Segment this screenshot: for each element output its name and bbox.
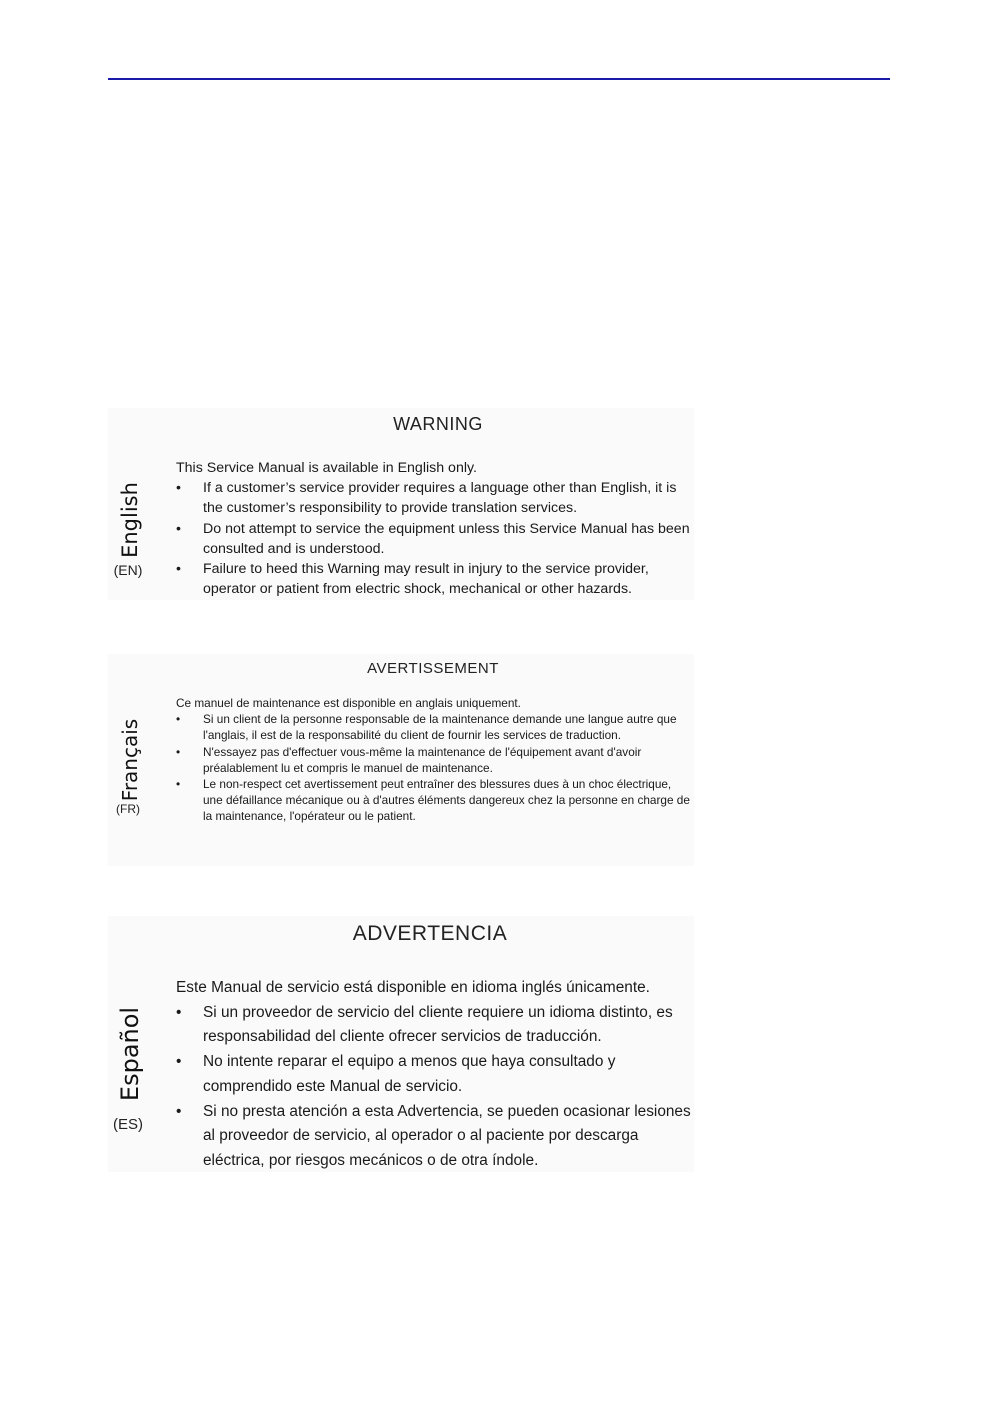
warning-block-english bbox=[108, 408, 694, 600]
bullet-icon: • bbox=[176, 1003, 182, 1021]
warning-intro: Este Manual de servicio está disponible en idioma inglés únicamente. bbox=[176, 979, 650, 996]
language-column bbox=[108, 916, 152, 1172]
bullet-text: Si un client de la personne responsable de la maintenance demande une langue autre que l'anglais, il est de la responsabilité du client de fournir les services de traduction. bbox=[203, 712, 677, 743]
warning-bullet bbox=[176, 519, 694, 559]
bullet-icon: • bbox=[176, 712, 181, 727]
warning-title: WARNING bbox=[393, 414, 483, 434]
bullet-icon: • bbox=[176, 1053, 182, 1071]
warning-title: ADVERTENCIA bbox=[352, 922, 508, 945]
warning-block-spanish bbox=[108, 916, 694, 1172]
language-code: (ES) bbox=[113, 1116, 143, 1133]
language-name: Français bbox=[118, 718, 142, 802]
warning-bullet bbox=[176, 478, 694, 518]
bullet-text: Le non-respect cet avertissement peut entraîner des blessures dues à un choc électrique, une défaillance mécanique ou à d'autres éléments dangereux chez la personne en charge de la maintenance, l'opérateur ou le patient. bbox=[203, 777, 690, 824]
warning-bullet bbox=[176, 744, 694, 776]
language-column bbox=[108, 408, 152, 600]
bullet-text: Do not attempt to service the equipment unless this Service Manual has been consulted and is understood. bbox=[203, 520, 690, 557]
bullet-icon: • bbox=[176, 520, 181, 537]
bullet-icon: • bbox=[176, 744, 181, 759]
bullet-text: If a customer’s service provider requires a language other than English, it is the customer’s responsibility to provide translation services. bbox=[203, 480, 677, 517]
language-name: English bbox=[118, 482, 142, 558]
warning-bullet bbox=[176, 776, 694, 825]
bullet-text: Failure to heed this Warning may result in injury to the service provider, operator or patient from electric shock, mechanical or other hazards. bbox=[203, 561, 649, 598]
bullet-icon: • bbox=[176, 777, 181, 792]
bullet-text: No intente reparar el equipo a menos que haya consultado y comprendido este Manual de servicio. bbox=[203, 1053, 616, 1095]
language-code: (EN) bbox=[113, 562, 143, 578]
warning-bullet-list bbox=[176, 1001, 694, 1174]
bullet-text: Si no presta atención a esta Advertencia, se pueden ocasionar lesiones al proveedor de servicio, al operador o al paciente por descarga eléctrica, por riesgos mecánicos o de otra índole. bbox=[203, 1102, 691, 1169]
language-name: Español bbox=[116, 1006, 144, 1102]
warning-intro: Ce manuel de maintenance est disponible en anglais uniquement. bbox=[176, 696, 521, 710]
bullet-icon: • bbox=[176, 561, 181, 578]
warning-body bbox=[176, 695, 694, 825]
warning-bullet bbox=[176, 711, 694, 743]
warning-body bbox=[176, 458, 694, 599]
bullet-text: N'essayez pas d'effectuer vous-même la maintenance de l'équipement avant d'avoir préalablement lu et compris le manuel de maintenance. bbox=[203, 744, 642, 775]
warning-block-french bbox=[108, 654, 694, 866]
warning-title: AVERTISSEMENT bbox=[367, 660, 499, 677]
language-code: (FR) bbox=[116, 802, 140, 816]
warning-bullet bbox=[176, 1050, 694, 1099]
language-column bbox=[108, 654, 152, 866]
warning-bullet bbox=[176, 1100, 694, 1174]
warning-body bbox=[176, 976, 694, 1174]
header-rule bbox=[108, 78, 890, 80]
bullet-icon: • bbox=[176, 1102, 182, 1120]
warning-bullet bbox=[176, 559, 694, 599]
warning-intro: This Service Manual is available in English only. bbox=[176, 460, 477, 476]
bullet-text: Si un proveedor de servicio del cliente requiere un idioma distinto, es responsabilidad del cliente ofrecer servicios de traducción. bbox=[203, 1003, 673, 1046]
warning-bullet bbox=[176, 1001, 694, 1050]
warning-bullet-list bbox=[176, 711, 694, 824]
bullet-icon: • bbox=[176, 480, 181, 497]
warning-bullet-list bbox=[176, 478, 694, 599]
